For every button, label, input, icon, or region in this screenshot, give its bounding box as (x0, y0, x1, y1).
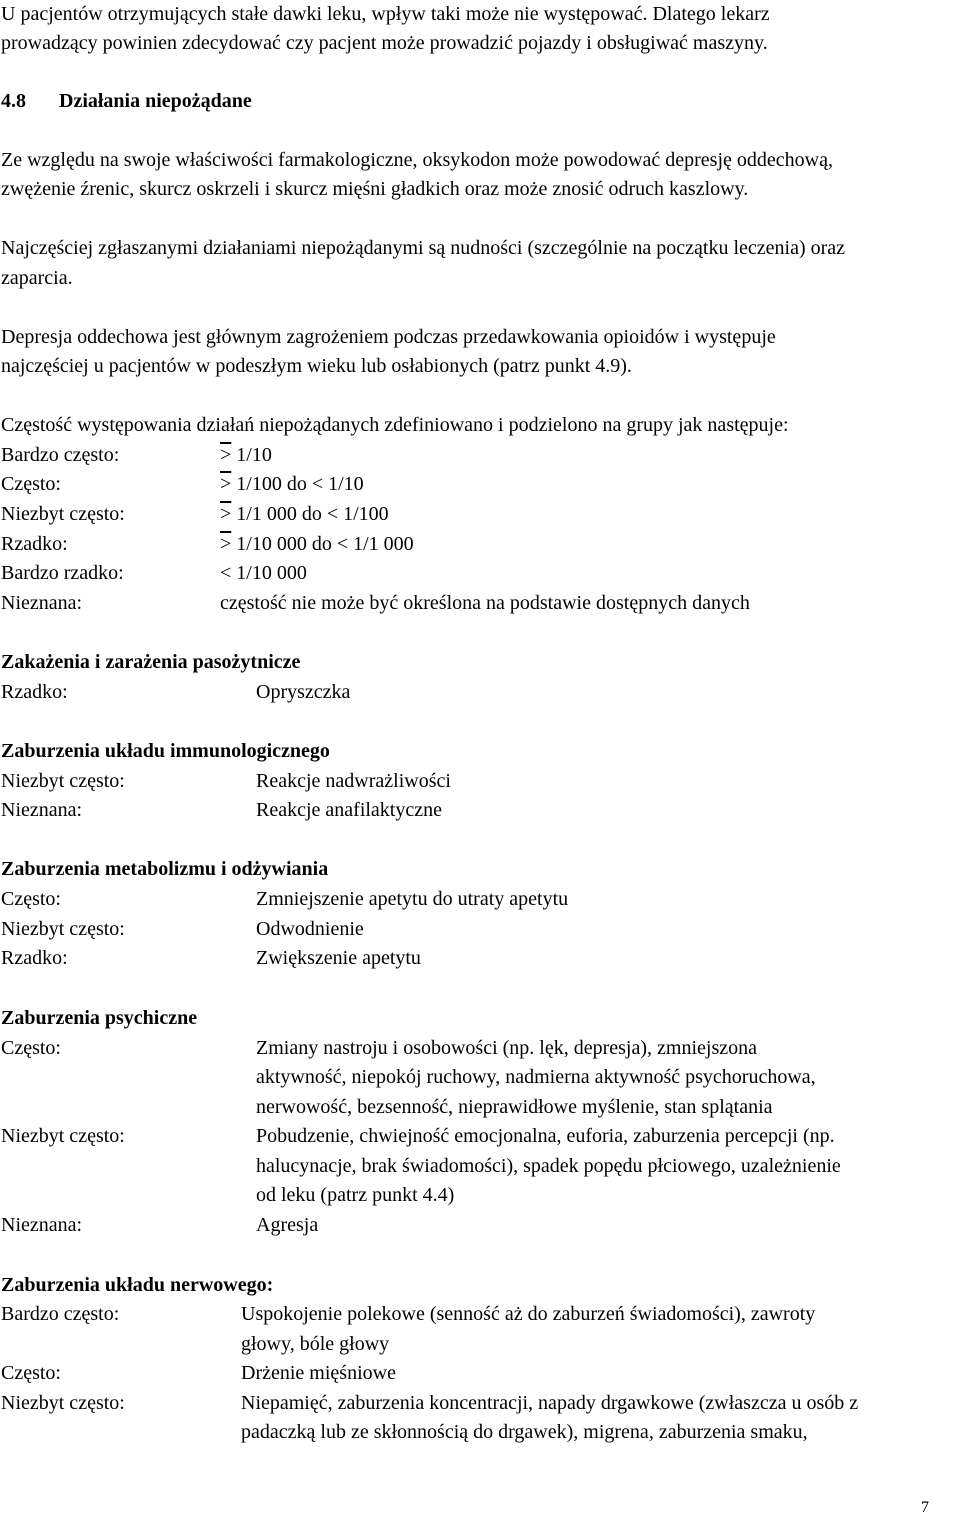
frequency-intro: Częstość występowania działań niepożądanych zdefiniowano i podzielono na grupy jak następuje: (1, 414, 789, 436)
frequency-label: Niezbyt często: (1, 1125, 125, 1147)
frequency-value: > 1/1 000 do < 1/100 (220, 503, 389, 525)
frequency-label: Bardzo rzadko: (1, 562, 124, 584)
frequency-label: Niezbyt często: (1, 503, 125, 525)
frequency-label: Nieznana: (1, 592, 83, 614)
soc-heading: Zaburzenia metabolizmu i odżywiania (1, 858, 329, 880)
ge-symbol: > (220, 533, 232, 555)
adverse-effect: od leku (patrz punkt 4.4) (256, 1184, 455, 1206)
paragraph-line: Depresja oddechowa jest głównym zagrożeniem podczas przedawkowania opioidów i występuje (1, 326, 776, 348)
frequency-label: Niezbyt często: (1, 918, 125, 940)
frequency-label: Niezbyt często: (1, 770, 125, 792)
adverse-effect: Agresja (256, 1214, 319, 1236)
intro-line: U pacjentów otrzymujących stałe dawki leku, wpływ taki może nie występować. Dlatego lekarz (1, 3, 770, 25)
adverse-effect: padaczką lub ze skłonnością do drgawek), migrena, zaburzenia smaku, (241, 1421, 808, 1443)
adverse-effect: Drżenie mięśniowe (241, 1362, 396, 1384)
adverse-effect: aktywność, niepokój ruchowy, nadmierna aktywność psychoruchowa, (256, 1066, 816, 1088)
adverse-effect: Zmniejszenie apetytu do utraty apetytu (256, 888, 569, 910)
ge-symbol: > (220, 503, 232, 525)
frequency-value: > 1/100 do < 1/10 (220, 473, 364, 495)
frequency-label: Nieznana: (1, 799, 83, 821)
ge-symbol: > (220, 444, 232, 466)
page-number: 7 (921, 1499, 929, 1516)
adverse-effect: Uspokojenie polekowe (senność aż do zaburzeń świadomości), zawroty (241, 1303, 816, 1325)
adverse-effect: Zwiększenie apetytu (256, 947, 421, 969)
frequency-value: częstość nie może być określona na podstawie dostępnych danych (220, 592, 750, 614)
soc-heading: Zaburzenia układu nerwowego: (1, 1274, 274, 1296)
frequency-label: Bardzo często: (1, 444, 120, 466)
frequency-label: Często: (1, 1037, 61, 1059)
soc-heading: Zakażenia i zarażenia pasożytnicze (1, 651, 301, 673)
paragraph-line: zaparcia. (1, 267, 73, 289)
frequency-label: Rzadko: (1, 947, 68, 969)
paragraph-line: Ze względu na swoje właściwości farmakologiczne, oksykodon może powodować depresję oddechową, (1, 149, 833, 171)
adverse-effect: halucynacje, brak świadomości), spadek popędu płciowego, uzależnienie (256, 1155, 841, 1177)
frequency-label: Rzadko: (1, 681, 68, 703)
adverse-effect: Reakcje nadwrażliwości (256, 770, 451, 792)
frequency-label: Często: (1, 473, 61, 495)
paragraph-line: Najczęściej zgłaszanymi działaniami niepożądanymi są nudności (szczególnie na początku leczenia) oraz (1, 237, 846, 259)
frequency-label: Często: (1, 888, 61, 910)
section-heading (1, 90, 252, 112)
frequency-label: Rzadko: (1, 533, 68, 555)
adverse-effect: Zmiany nastroju i osobowości (np. lęk, depresja), zmniejszona (256, 1037, 757, 1059)
frequency-label: Niezbyt często: (1, 1392, 125, 1414)
soc-heading: Zaburzenia psychiczne (1, 1007, 198, 1029)
frequency-value: < 1/10 000 (220, 562, 307, 584)
adverse-effect: Reakcje anafilaktyczne (256, 799, 442, 821)
frequency-value: > 1/10 (220, 444, 272, 466)
adverse-effect: Pobudzenie, chwiejność emocjonalna, euforia, zaburzenia percepcji (np. (256, 1125, 835, 1147)
frequency-label: Nieznana: (1, 1214, 83, 1236)
frequency-value: > 1/10 000 do < 1/1 000 (220, 533, 414, 555)
adverse-effect: Odwodnienie (256, 918, 364, 940)
intro-line: prowadzący powinien zdecydować czy pacjent może prowadzić pojazdy i obsługiwać maszyny. (1, 32, 768, 54)
section-title: Działania niepożądane (59, 90, 252, 112)
ge-symbol: > (220, 473, 232, 495)
frequency-label: Bardzo często: (1, 1303, 120, 1325)
adverse-effect: Niepamięć, zaburzenia koncentracji, napady drgawkowe (zwłaszcza u osób z (241, 1392, 859, 1414)
soc-heading: Zaburzenia układu immunologicznego (1, 740, 330, 762)
paragraph-line: najczęściej u pacjentów w podeszłym wieku lub osłabionych (patrz punkt 4.9). (1, 355, 632, 377)
adverse-effect: nerwowość, bezsenność, nieprawidłowe myślenie, stan splątania (256, 1096, 773, 1118)
section-number: 4.8 (1, 90, 26, 112)
paragraph-line: zwężenie źrenic, skurcz oskrzeli i skurcz mięśni gładkich oraz może znosić odruch kaszlowy. (1, 178, 749, 200)
adverse-effect: głowy, bóle głowy (241, 1333, 390, 1355)
adverse-effect: Opryszczka (256, 681, 351, 703)
frequency-label: Często: (1, 1362, 61, 1384)
